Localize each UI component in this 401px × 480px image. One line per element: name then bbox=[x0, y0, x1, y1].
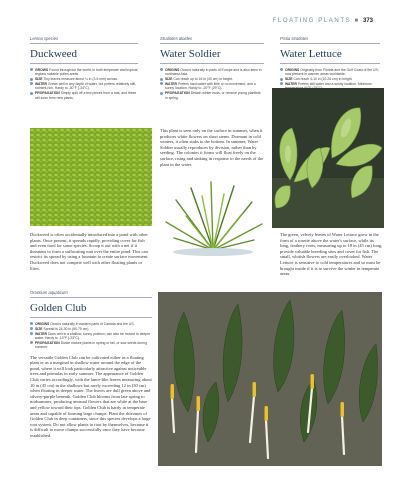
fact-list bbox=[30, 68, 138, 100]
plant-title: Duckweed bbox=[30, 48, 138, 64]
water-soldier-photo bbox=[156, 180, 270, 256]
plant-title: Golden Club bbox=[30, 302, 152, 318]
water-soldier-description: This plant is seen only on the surface in summer, when it produces white flowers on short stems. Dormant in cold winters, it often sinks to the bottom. In summer, Water Soldier usually reproduces by division, rather than by seeding. The colonies it forms will float freely on the surface, rising and sinking in response to the needs of the plant in the water. bbox=[160, 128, 264, 167]
section-title: FLOATING PLANTS bbox=[272, 18, 352, 24]
latin-name: Lemna species bbox=[30, 36, 138, 44]
fact-list bbox=[160, 68, 264, 100]
bullet-icon bbox=[30, 92, 33, 95]
bullet-icon bbox=[280, 68, 283, 71]
duckweed-entry bbox=[30, 36, 138, 100]
water-soldier-image bbox=[156, 180, 270, 256]
fact-row: WATER Prefers hard water with little or no movement, and a sunny location. Hardy to -20°F (29°C). bbox=[160, 82, 264, 91]
header-bullet: ■ bbox=[354, 18, 363, 24]
fact-row: ORIGINS Originally from Florida and the Gulf Coast of the US; now present in warmer areas worldwide. bbox=[280, 68, 380, 77]
fact-row: SIZE Tiny leaves measure about ¼ in (3-5 mm) across. bbox=[30, 77, 138, 81]
fact-row: SIZE Can reach 4-10 in (10-25 cm) in height. bbox=[280, 77, 380, 81]
fact-row: GROWS Found throughout the world, in both temperate and tropical regions suitable pollen areas. bbox=[30, 68, 138, 77]
fact-row: PROPAGATION Detach winter buds, or remove young plantlets in spring. bbox=[160, 91, 264, 100]
bullet-icon bbox=[30, 322, 33, 325]
water-soldier-entry bbox=[160, 36, 264, 100]
bullet-icon bbox=[280, 82, 283, 85]
golden-club-entry bbox=[30, 290, 152, 438]
duckweed-photo bbox=[30, 128, 152, 226]
fact-row: SIZE Spread is 24-30 in (60-75 cm). bbox=[30, 327, 152, 331]
fact-row: WATER Grows well in any depth of water, but prefers relatively still, nutrient-rich. Hardy to -30°F (-34°C). bbox=[30, 82, 138, 91]
bullet-icon bbox=[30, 332, 33, 335]
bullet-icon bbox=[160, 82, 163, 85]
fact-row: SIZE Can reach up to 16 in (40 cm) in height. bbox=[160, 77, 264, 81]
bullet-icon bbox=[30, 68, 33, 71]
bullet-icon bbox=[30, 78, 33, 81]
water-lettuce-image bbox=[272, 88, 384, 228]
duckweed-image bbox=[30, 128, 152, 226]
fact-row: PROPAGATION Simply split off a few pieces from a mat, and these will soon form new plants. bbox=[30, 91, 138, 100]
fact-row: WATER Prefers still water and a sunny location. Minimum bbox=[280, 82, 380, 91]
page-header bbox=[273, 18, 373, 24]
fact-row: ORIGINS Occurs naturally in parts of Europe and is also seen in northwest Asia. bbox=[160, 68, 264, 77]
page-number: 373 bbox=[362, 18, 373, 24]
plant-title: Water Lettuce bbox=[280, 48, 380, 64]
latin-name: Orontium aquaticum bbox=[30, 290, 152, 298]
duckweed-description: Duckweed is often accidentally introduced into a pond with other plants. Once present, it spreads rapidly, providing cover for fish and even food for some species. Scoop it out with a net if it threatens to form a suffocating mat over the entire pond. This can restrict its spread by using a fountain to create surface movement. Duckweed does not compete well with other floating plants or lilies. bbox=[30, 232, 149, 271]
bullet-icon bbox=[160, 92, 163, 95]
golden-club-image bbox=[158, 292, 382, 466]
latin-name: Pistia stratiotes bbox=[280, 36, 380, 44]
fact-row: WATER Does well in a shallow, sunny position; can also be moved to deeper water. Hardy to -10°F (-23°C). bbox=[30, 332, 152, 341]
bullet-icon bbox=[280, 78, 283, 81]
bullet-icon bbox=[160, 68, 163, 71]
bullet-icon bbox=[160, 78, 163, 81]
bullet-icon bbox=[30, 82, 33, 85]
fact-row: PROPAGATION Divide mature plants in spring or fall, or sow seeds during summer. bbox=[30, 341, 152, 350]
golden-club-photo bbox=[158, 292, 382, 466]
water-lettuce-description: The green, velvety leaves of Water Lettuce grow in the form of a rosette above the water's surface, while its long, feathery roots, measuring up to 18 in (45 cm) long, provide valuable breeding sites and cover for fish. The small, whitish flowers are easily overlooked. Water Lettuce is sensitive to cold temperatures and so must be brought inside if it is to survive the winter in temperate areas. bbox=[280, 232, 383, 277]
golden-club-description: The versatile Golden Club can be cultivated either as a floating plant or as a marginal in shallow water around the edge of the pond, where it will look particularly attractive against noticeable trees and primulas in early summer. The appearance of Golden Club varies accordingly, with the lance-like leaves measuring about 10 in (45 cm) in the shallows but rarely exceeding 12 in (30 cm) when floating in deeper water. The leaves are dull green above and silvery-purple beneath. Golden Club blooms from late spring to midsummer, producing unusual flowers that are white at the base and yellow toward their tips. Golden Club is hardy in temperate areas and capable of forming large clumps. Plant the rhizomes of Golden Club in deep containers, since this species develops a large root system. Do not allow plants to root by themselves, because it is difficult to move clumps successfully once they have become established. bbox=[30, 354, 152, 438]
fact-row: ORIGINS Occurs naturally in eastern parts of Canada and the US. bbox=[30, 322, 152, 326]
water-lettuce-photo bbox=[272, 88, 384, 228]
fact-list bbox=[30, 322, 152, 350]
bullet-icon bbox=[30, 327, 33, 330]
bullet-icon bbox=[30, 341, 33, 344]
latin-name: Stratiotes aloides bbox=[160, 36, 264, 44]
plant-title: Water Soldier bbox=[160, 48, 264, 64]
